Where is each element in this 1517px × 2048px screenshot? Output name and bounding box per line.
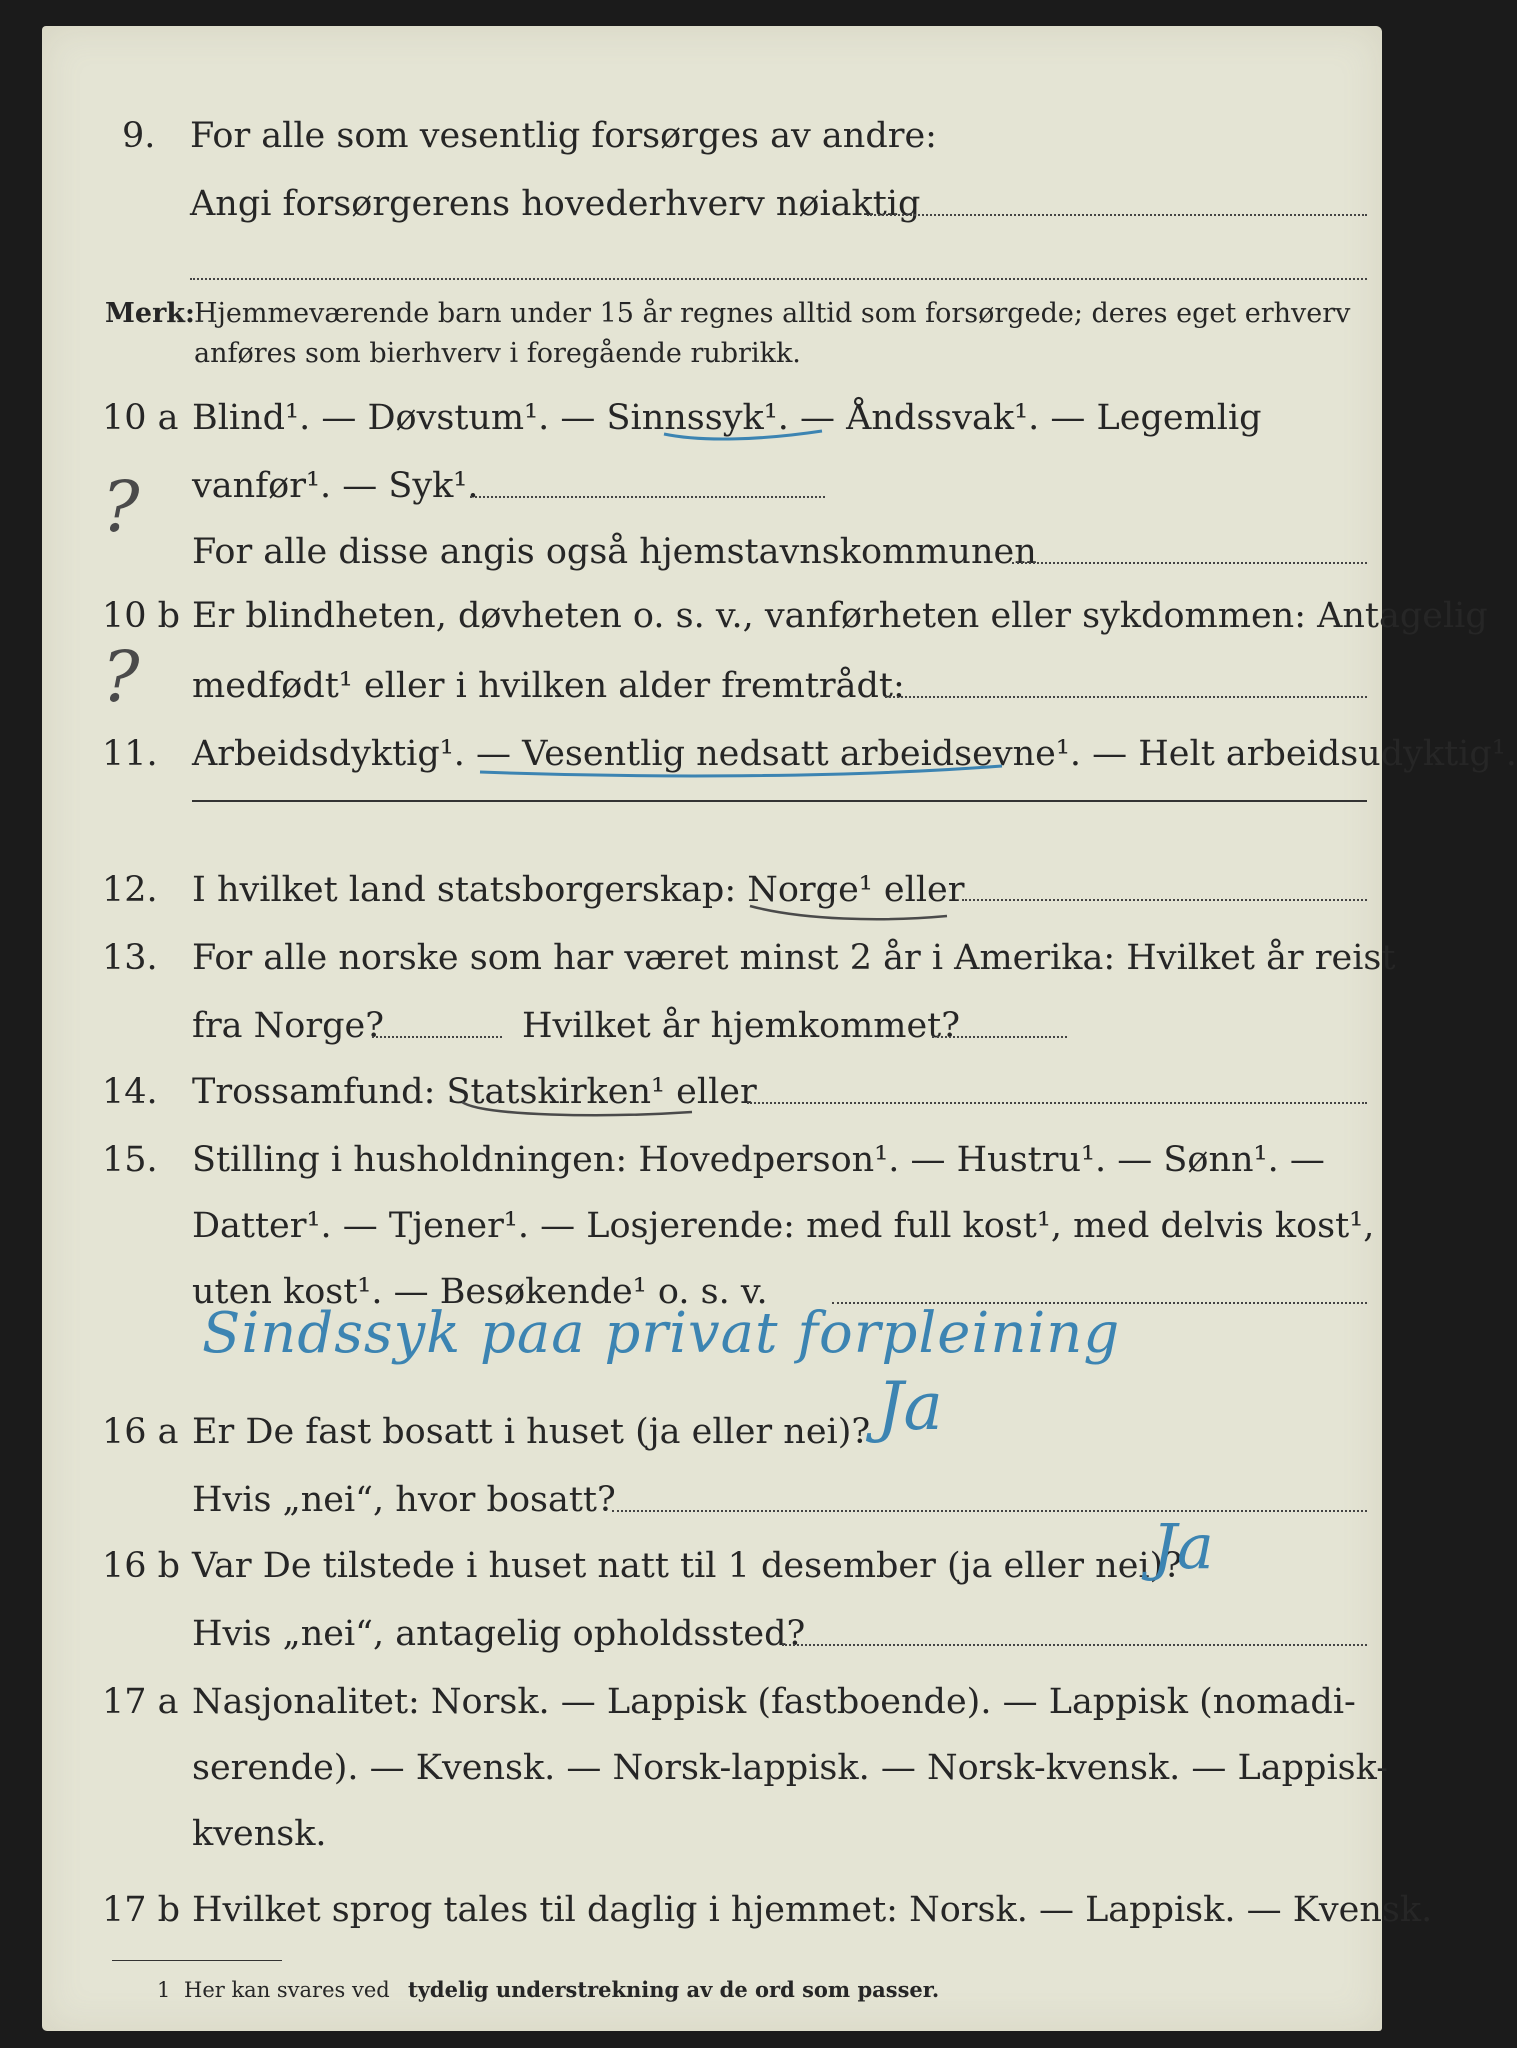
q10a-number: 10 a bbox=[102, 398, 179, 438]
q17b-number: 17 b bbox=[102, 1890, 181, 1930]
q10a-text1: Blind¹. — Døvstum¹. — Sinnssyk¹. — Åndssvak¹. — Legemlig bbox=[192, 398, 1262, 438]
q15-text1: Stilling i husholdningen: Hovedperson¹. — Hustru¹. — Sønn¹. — bbox=[192, 1140, 1325, 1180]
q16b-handwritten-answer: Ja bbox=[1152, 1510, 1214, 1583]
q16b-text2: Hvis „nei“, antagelig opholdssted? bbox=[192, 1614, 806, 1654]
q10b-pencil-mark: ? bbox=[102, 636, 140, 718]
q17a-text3: kvensk. bbox=[192, 1814, 327, 1854]
q17a-text2: serende). — Kvensk. — Norsk-lappisk. — Norsk-kvensk. — Lappisk- bbox=[192, 1748, 1389, 1788]
q10b-text1: Er blindheten, døvheten o. s. v., vanførheten eller sykdommen: Antagelig bbox=[192, 596, 1488, 636]
q12-number: 12. bbox=[102, 870, 158, 910]
census-form-page bbox=[42, 26, 1517, 2031]
underline-sinnssyk bbox=[664, 431, 822, 439]
q15-text2: Datter¹. — Tjener¹. — Losjerende: med full kost¹, med delvis kost¹, bbox=[192, 1206, 1375, 1246]
footnote-text-bold: tydelig understrekning av de ord som passer. bbox=[408, 1977, 940, 2002]
q11-text1: Arbeidsdyktig¹. — Vesentlig nedsatt arbeidsevne¹. — Helt arbeidsudyktig¹. bbox=[192, 734, 1517, 774]
q13-text2b: Hvilket år hjemkommet? bbox=[522, 1006, 961, 1046]
q10b-text2: medfødt¹ eller i hvilken alder fremtrådt: bbox=[192, 666, 905, 706]
merk-text1: Hjemmeværende barn under 15 år regnes alltid som forsørgede; deres eget erhverv bbox=[194, 298, 1351, 329]
q10a-text3: For alle disse angis også hjemstavnskommunen bbox=[192, 532, 1037, 572]
q14-number: 14. bbox=[102, 1072, 158, 1112]
q9-text2: Angi forsørgerens hovederhverv nøiaktig bbox=[190, 184, 921, 224]
footnote-mark: 1 bbox=[157, 1978, 171, 2002]
q15-number: 15. bbox=[102, 1140, 158, 1180]
q10b-number: 10 b bbox=[102, 596, 181, 636]
q16a-handwritten-answer: Ja bbox=[877, 1368, 943, 1445]
q14-text1: Trossamfund: Statskirken¹ eller bbox=[192, 1072, 757, 1112]
q13-text2a: fra Norge? bbox=[192, 1006, 384, 1046]
q9-text1: For alle som vesentlig forsørges av andre: bbox=[190, 116, 937, 156]
q10a-pencil-mark: ? bbox=[102, 466, 140, 548]
q17b-text1: Hvilket sprog tales til daglig i hjemmet: Norsk. — Lappisk. — Kvensk. bbox=[192, 1890, 1433, 1930]
footnote-text-plain: Her kan svares ved bbox=[184, 1978, 390, 2002]
q17a-number: 17 a bbox=[102, 1682, 179, 1722]
q15-text3: uten kost¹. — Besøkende¹ o. s. v. bbox=[192, 1272, 768, 1312]
underline-vesentlig-nedsatt bbox=[480, 766, 1002, 776]
q16a-text1: Er De fast bosatt i huset (ja eller nei)? bbox=[192, 1412, 871, 1452]
q16b-text1: Var De tilstede i huset natt til 1 desember (ja eller nei)? bbox=[192, 1546, 1183, 1586]
q12-text1: I hvilket land statsborgerskap: Norge¹ eller bbox=[192, 870, 965, 910]
q16a-text2: Hvis „nei“, hvor bosatt? bbox=[192, 1480, 616, 1520]
q17a-text1: Nasjonalitet: Norsk. — Lappisk (fastboende). — Lappisk (nomadi- bbox=[192, 1682, 1356, 1722]
q10a-text2: vanfør¹. — Syk¹. bbox=[192, 466, 479, 506]
q13-text1: For alle norske som har været minst 2 år i Amerika: Hvilket år reist bbox=[192, 938, 1396, 978]
q16a-number: 16 a bbox=[102, 1412, 179, 1452]
q11-number: 11. bbox=[102, 734, 158, 774]
q15-handwritten-answer: Sindssyk paa privat forpleining bbox=[202, 1301, 1121, 1366]
underline-norge bbox=[750, 906, 947, 919]
merk-label: Merk: bbox=[105, 298, 195, 329]
handwritten-underlines bbox=[42, 26, 1382, 2031]
q16b-number: 16 b bbox=[102, 1546, 181, 1586]
merk-text2: anføres som bierhverv i foregående rubrikk. bbox=[194, 338, 801, 369]
underline-statskirken bbox=[462, 1102, 692, 1115]
q9-number: 9. bbox=[122, 116, 156, 156]
q13-number: 13. bbox=[102, 938, 158, 978]
